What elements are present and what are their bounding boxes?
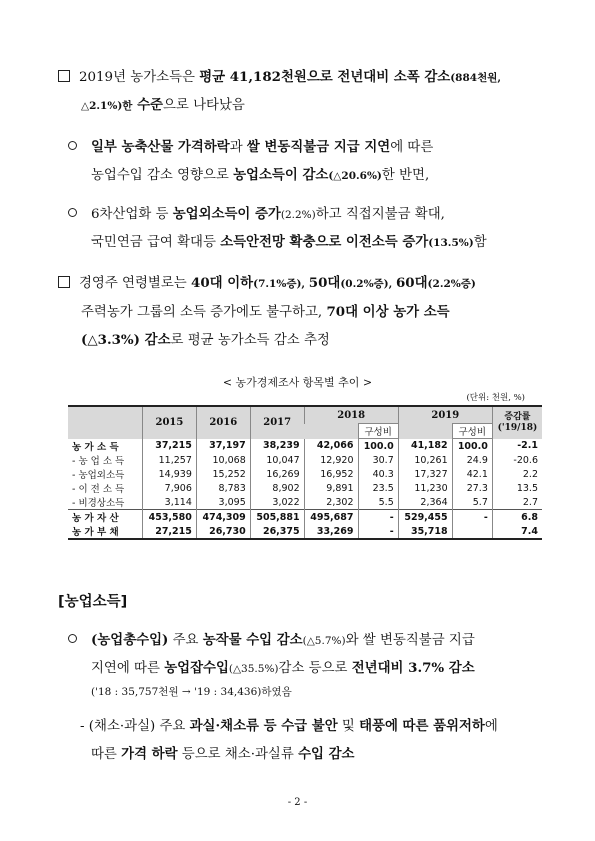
table-cell bbox=[452, 524, 492, 539]
text: 따른 bbox=[91, 747, 122, 762]
text: 및 bbox=[337, 719, 360, 734]
table-cell: 16,269 bbox=[250, 467, 304, 481]
table-cell: 3,095 bbox=[196, 495, 250, 510]
table-header-year: 2016 bbox=[196, 406, 250, 439]
text: 함 bbox=[473, 235, 487, 250]
bold-text: 70대 이상 농가 소득 bbox=[326, 304, 450, 320]
table-row bbox=[68, 467, 542, 481]
bold-text: 일부 농축산물 가격하락 bbox=[91, 139, 230, 155]
table-cell: 10,261 bbox=[398, 453, 452, 467]
bold-text: 농업소득이 감소 bbox=[233, 167, 329, 183]
text: 한 반면, bbox=[381, 168, 430, 183]
table-row-label: 농 가 소 득 bbox=[72, 441, 119, 453]
table-cell: 8,902 bbox=[250, 481, 304, 495]
table-cell: 24.9 bbox=[452, 453, 492, 467]
text: 농업수입 감소 영향으로 bbox=[91, 168, 234, 183]
paragraph-line bbox=[81, 298, 450, 327]
table-cell: -20.6 bbox=[492, 453, 542, 467]
change-label: 증감률 bbox=[504, 411, 531, 422]
table-row-label: 농 가 자 산 bbox=[68, 510, 143, 525]
bold-text: 수준 bbox=[132, 97, 163, 113]
text: 주력농가 그룹의 소득 증가에도 불구하고, bbox=[81, 305, 327, 320]
table-header-share: 구성비 bbox=[358, 424, 398, 439]
table-cell: 35,718 bbox=[398, 524, 452, 539]
table-cell: 3,114 bbox=[143, 495, 197, 510]
table-cell: 14,939 bbox=[143, 467, 197, 481]
table-cell: 5.7 bbox=[452, 495, 492, 510]
text: 로 평균 농가소득 감소 추정 bbox=[170, 333, 330, 348]
paragraph-line bbox=[80, 712, 498, 741]
paragraph-line bbox=[91, 161, 429, 191]
table-cell: 27,215 bbox=[143, 524, 197, 539]
table-header-year: 2017 bbox=[250, 406, 304, 439]
bold-small-text: (△20.6%) bbox=[328, 170, 382, 182]
text: 국민연금 급여 확대등 bbox=[91, 235, 221, 250]
text: - (채소·과실) 주요 bbox=[80, 719, 190, 734]
bold-text: 태풍에 따른 품위저하 bbox=[359, 718, 485, 734]
bold-text: 평균 41,182천원으로 전년대비 소폭 감소 bbox=[199, 69, 451, 85]
table-header-year: 2019 bbox=[398, 406, 492, 424]
table-row-label: - 이 전 소 득 bbox=[72, 484, 125, 495]
table-cell: 17,327 bbox=[398, 467, 452, 481]
table-cell: 30.7 bbox=[358, 453, 398, 467]
table-cell: 100.0 bbox=[358, 439, 398, 454]
table-cell: 42.1 bbox=[452, 467, 492, 481]
table-header-spacer bbox=[398, 424, 452, 439]
table-cell: 23.5 bbox=[358, 481, 398, 495]
change-period: ('19/18) bbox=[497, 422, 538, 433]
table-cell: 474,309 bbox=[196, 510, 250, 525]
text: 2019년 농가소득은 bbox=[79, 70, 200, 85]
small-text: (△35.5%) bbox=[228, 663, 279, 675]
bold-text: (△3.3%) 감소 bbox=[81, 332, 171, 348]
table-cell: -2.1 bbox=[492, 439, 542, 454]
table-cell: 495,687 bbox=[304, 510, 358, 525]
paragraph-line bbox=[81, 91, 245, 121]
table-cell: 2.7 bbox=[492, 495, 542, 510]
paragraph-line bbox=[68, 200, 445, 230]
bold-text: 40대 이하 bbox=[191, 275, 254, 291]
table-row-label: - 농업외소득 bbox=[72, 470, 125, 481]
table-row bbox=[68, 524, 542, 539]
table-cell: 10,068 bbox=[196, 453, 250, 467]
table-cell: - bbox=[358, 524, 398, 539]
paragraph-line bbox=[58, 63, 501, 93]
table-row-label: 농 가 부 채 bbox=[68, 524, 143, 539]
table-header-corner bbox=[68, 406, 143, 439]
table-cell: 10,047 bbox=[250, 453, 304, 467]
table-cell: 37,215 bbox=[143, 439, 197, 454]
small-text: (2.2%) bbox=[280, 209, 316, 221]
table-cell: 453,580 bbox=[143, 510, 197, 525]
table-cell: 100.0 bbox=[452, 439, 492, 454]
table-header-year: 2015 bbox=[143, 406, 197, 439]
table-cell: 13.5 bbox=[492, 481, 542, 495]
paragraph-line bbox=[91, 740, 354, 769]
table-cell: - bbox=[452, 510, 492, 525]
bold-text: 쌀 변동직불금 지급 지연 bbox=[246, 139, 391, 155]
table-cell: 5.5 bbox=[358, 495, 398, 510]
table-cell: 529,455 bbox=[398, 510, 452, 525]
text: 감소 등으로 bbox=[278, 661, 352, 676]
text: 지연에 따른 bbox=[91, 661, 165, 676]
bold-text: 수입 감소 bbox=[298, 746, 355, 762]
table-cell: 15,252 bbox=[196, 467, 250, 481]
paragraph-line bbox=[68, 626, 475, 656]
text: 경영주 연령별로는 bbox=[79, 276, 191, 291]
table-row-label: - 비경상소득 bbox=[72, 498, 125, 509]
bold-text: 농업외소득이 증가 bbox=[172, 206, 281, 222]
paragraph-line bbox=[81, 326, 330, 355]
bold-text: 50대 bbox=[308, 275, 341, 291]
paragraph-line bbox=[68, 133, 433, 162]
page-number: - 2 - bbox=[287, 797, 308, 808]
table-cell: 11,230 bbox=[398, 481, 452, 495]
table-cell: - bbox=[358, 510, 398, 525]
checkbox-bullet-icon bbox=[58, 276, 70, 288]
table-cell: 27.3 bbox=[452, 481, 492, 495]
table-cell: 505,881 bbox=[250, 510, 304, 525]
farm-economy-table bbox=[68, 405, 542, 540]
circle-bullet-icon bbox=[68, 634, 77, 643]
table-cell: 26,375 bbox=[250, 524, 304, 539]
table-cell: 9,891 bbox=[304, 481, 358, 495]
bold-text: (농업총수입) bbox=[91, 632, 169, 648]
text: 등으로 채소·과실류 bbox=[177, 747, 299, 762]
text: 에 bbox=[484, 719, 498, 734]
table-cell: 11,257 bbox=[143, 453, 197, 467]
text: 주요 bbox=[168, 633, 203, 648]
small-text: (△5.7%) bbox=[302, 635, 346, 647]
text: 6차산업화 등 bbox=[91, 207, 173, 222]
text: 와 쌀 변동직불금 지급 bbox=[345, 633, 475, 648]
bold-small-text: △2.1%)한 bbox=[81, 100, 133, 112]
table-cell: 42,066 bbox=[304, 439, 358, 454]
bold-text: 농업잡수입 bbox=[164, 660, 229, 676]
paragraph-line bbox=[58, 269, 476, 299]
bold-small-text: (2.2%증) bbox=[427, 278, 476, 290]
table-header-spacer bbox=[304, 424, 358, 439]
text: 에 따른 bbox=[390, 140, 434, 155]
table-unit: (단위: 천원, %) bbox=[466, 393, 525, 403]
circle-bullet-icon bbox=[68, 208, 77, 217]
bold-text: 소득안전망 확충으로 이전소득 증가 bbox=[220, 234, 429, 250]
table-cell: 37,197 bbox=[196, 439, 250, 454]
table-cell: 38,239 bbox=[250, 439, 304, 454]
table-cell: 7,906 bbox=[143, 481, 197, 495]
table-header-year: 2018 bbox=[304, 406, 398, 424]
table-cell: 26,730 bbox=[196, 524, 250, 539]
bold-small-text: (0.2%증), bbox=[340, 278, 396, 290]
table-cell: 33,269 bbox=[304, 524, 358, 539]
bold-text: 60대 bbox=[395, 275, 428, 291]
section-title: [농업소득] bbox=[58, 594, 128, 610]
paragraph-line bbox=[91, 228, 487, 258]
bold-small-text: (884천원, bbox=[450, 72, 502, 84]
table-cell: 7.4 bbox=[492, 524, 542, 539]
bold-text: 가격 하락 bbox=[121, 746, 178, 762]
table-cell: 2.2 bbox=[492, 467, 542, 481]
text: 으로 나타났음 bbox=[162, 98, 245, 113]
bold-text: 농작물 수입 감소 bbox=[202, 632, 303, 648]
bold-small-text: (7.1%증), bbox=[253, 278, 309, 290]
text: 과 bbox=[229, 140, 247, 155]
paragraph-line: ('18 : 35,757천원 → '19 : 34,436)하였음 bbox=[91, 686, 292, 698]
table-row bbox=[68, 510, 542, 525]
table-header-share: 구성비 bbox=[452, 424, 492, 439]
circle-bullet-icon bbox=[68, 141, 77, 150]
table-cell: 6.8 bbox=[492, 510, 542, 525]
table-cell: 2,364 bbox=[398, 495, 452, 510]
table-cell: 41,182 bbox=[398, 439, 452, 454]
table-cell: 40.3 bbox=[358, 467, 398, 481]
table-cell: 8,783 bbox=[196, 481, 250, 495]
table-caption: < 농가경제조사 항목별 추이 > bbox=[222, 376, 373, 389]
table-row-label: - 농 업 소 득 bbox=[72, 456, 125, 467]
table-cell: 12,920 bbox=[304, 453, 358, 467]
table-row bbox=[68, 481, 542, 495]
table-row bbox=[68, 453, 542, 467]
bold-text: 전년대비 3.7% 감소 bbox=[351, 660, 475, 676]
table-row bbox=[68, 439, 542, 454]
table-header-change bbox=[492, 406, 542, 439]
checkbox-bullet-icon bbox=[58, 70, 70, 82]
table-cell: 2,302 bbox=[304, 495, 358, 510]
table-cell: 3,022 bbox=[250, 495, 304, 510]
bold-text: 과실·채소류 등 수급 불안 bbox=[189, 718, 338, 734]
table-cell: 16,952 bbox=[304, 467, 358, 481]
text: 하고 직접지불금 확대, bbox=[315, 207, 445, 222]
table-row bbox=[68, 495, 542, 510]
bold-small-text: (13.5%) bbox=[428, 237, 474, 249]
